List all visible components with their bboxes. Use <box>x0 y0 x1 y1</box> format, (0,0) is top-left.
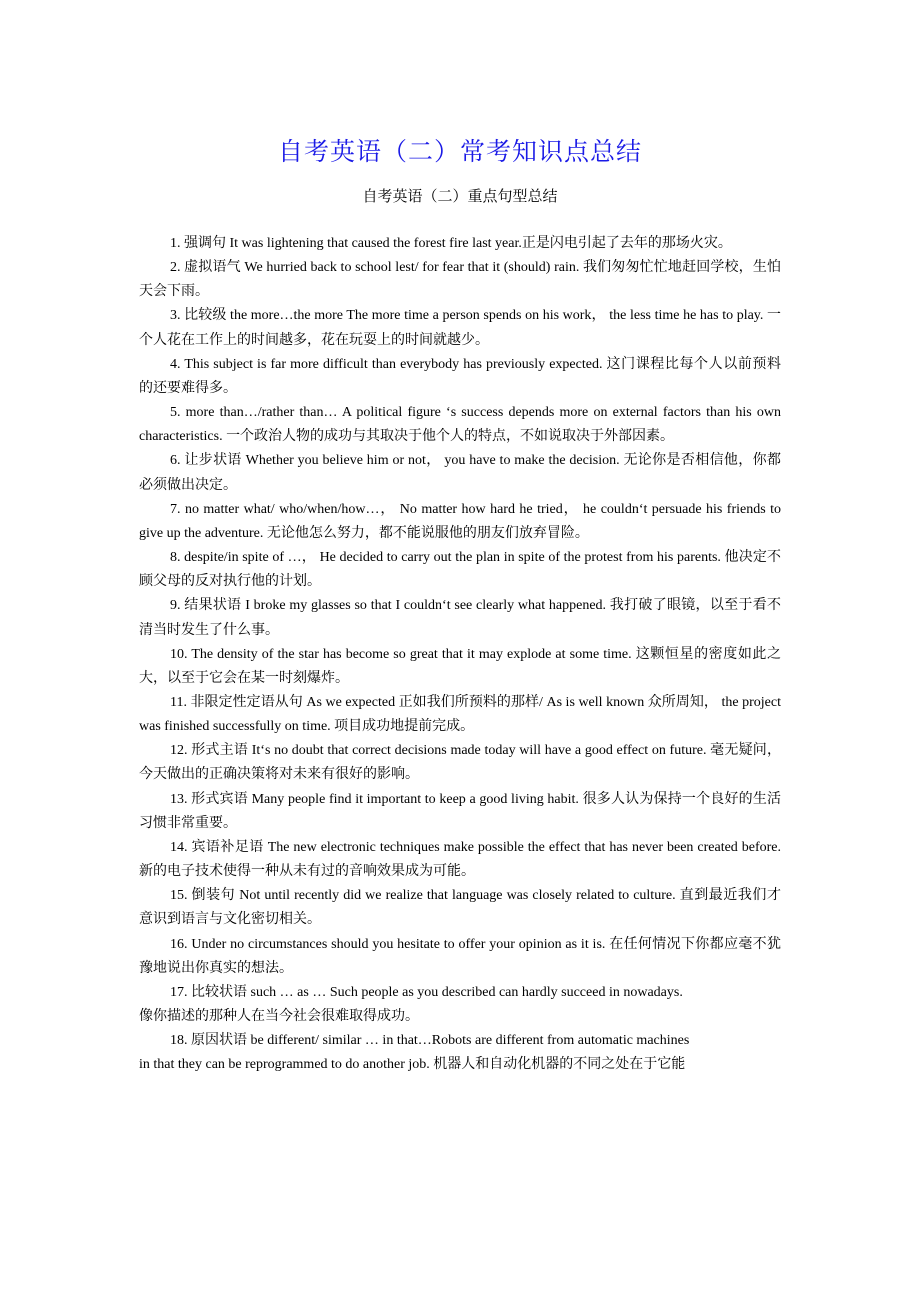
list-item: 4. This subject is far more difficult than everybody has previously expected. 这门课程比每个人以前预料的还要难得多。 <box>139 356 781 396</box>
list-item: 17. 比较状语 such … as … Such people as you described can hardly succeed in nowadays. <box>170 984 683 1000</box>
list-item: 14. 宾语补足语 The new electronic techniques make possible the effect that has never been created before. 新的电子技术使得一种从未有过的音响效果成为可能。 <box>139 839 781 880</box>
list-item: 3. 比较级 the more…the more The more time a person spends on his work， the less time he has to play. 一个人花在工作上的时间越多，花在玩耍上的时间就越少。 <box>139 308 781 348</box>
list-item: 18. 原因状语 be different/ similar … in that…Robots are different from automatic machines <box>170 1033 690 1049</box>
list-item: 6. 让步状语 Whether you believe him or not， you have to make the decision. 无论你是否相信他，你都必须做出决定。 <box>139 453 781 493</box>
list-item-continuation: 像你描述的那种人在当今社会很难取得成功。 <box>139 1009 419 1024</box>
list-item: 5. more than…/rather than… A political figure ‘s success depends more on external factors than his own characteristics. 一个政治人物的成功与其取决于他个人的特点，不如说取决于外部因素。 <box>139 405 781 445</box>
list-item-continuation: in that they can be reprogrammed to do another job. 机器人和自动化机器的不同之处在于它能 <box>139 1057 686 1073</box>
section-subtitle: 自考英语（二）重点句型总结 <box>362 187 558 205</box>
list-item: 12. 形式主语 It‘s no doubt that correct decisions made today will have a good effect on future. 毫无疑问，今天做出的正确决策将对未来有很好的影响。 <box>139 743 781 783</box>
list-item: 16. Under no circumstances should you hesitate to offer your opinion as it is. 在任何情况下你都应毫不犹豫地说出你真实的想法。 <box>139 936 781 976</box>
list-item: 7. no matter what/ who/when/how…， No matter how hard he tried， he couldn‘t persuade his friends to give up the adventure. 无论他怎么努力，都不能说服他的朋友们放弃冒险。 <box>139 501 781 541</box>
list-item: 1. 强调句 It was lightening that caused the forest fire last year.正是闪电引起了去年的那场火灾。 <box>170 236 732 251</box>
document-body <box>139 232 781 1077</box>
list-item: 8. despite/in spite of …， He decided to carry out the plan in spite of the protest from his parents. 他决定不顾父母的反对执行他的计划。 <box>139 550 781 590</box>
page-title: 自考英语（二）常考知识点总结 <box>277 136 642 166</box>
list-item: 15. 倒装句 Not until recently did we realize that language was closely related to culture. 直到最近我们才意识到语言与文化密切相关。 <box>139 888 781 928</box>
list-item: 2. 虚拟语气 We hurried back to school lest/ for fear that it (should) rain. 我们匆匆忙忙地赶回学校，生怕天会下雨。 <box>139 260 781 300</box>
list-item: 11. 非限定性定语从句 As we expected 正如我们所预料的那样/ As is well known 众所周知， the project was finished successfully on time. 项目成功地提前完成。 <box>139 694 781 735</box>
list-item: 9. 结果状语 I broke my glasses so that I couldn‘t see clearly what happened. 我打破了眼镜，以至于看不清当时发生了什么事。 <box>139 598 781 638</box>
list-item: 13. 形式宾语 Many people find it important to keep a good living habit. 很多人认为保持一个良好的生活习惯非常重要。 <box>139 791 781 831</box>
list-item: 10. The density of the star has become so great that it may explode at some time. 这颗恒星的密度如此之大，以至于它会在某一时刻爆炸。 <box>139 646 781 686</box>
